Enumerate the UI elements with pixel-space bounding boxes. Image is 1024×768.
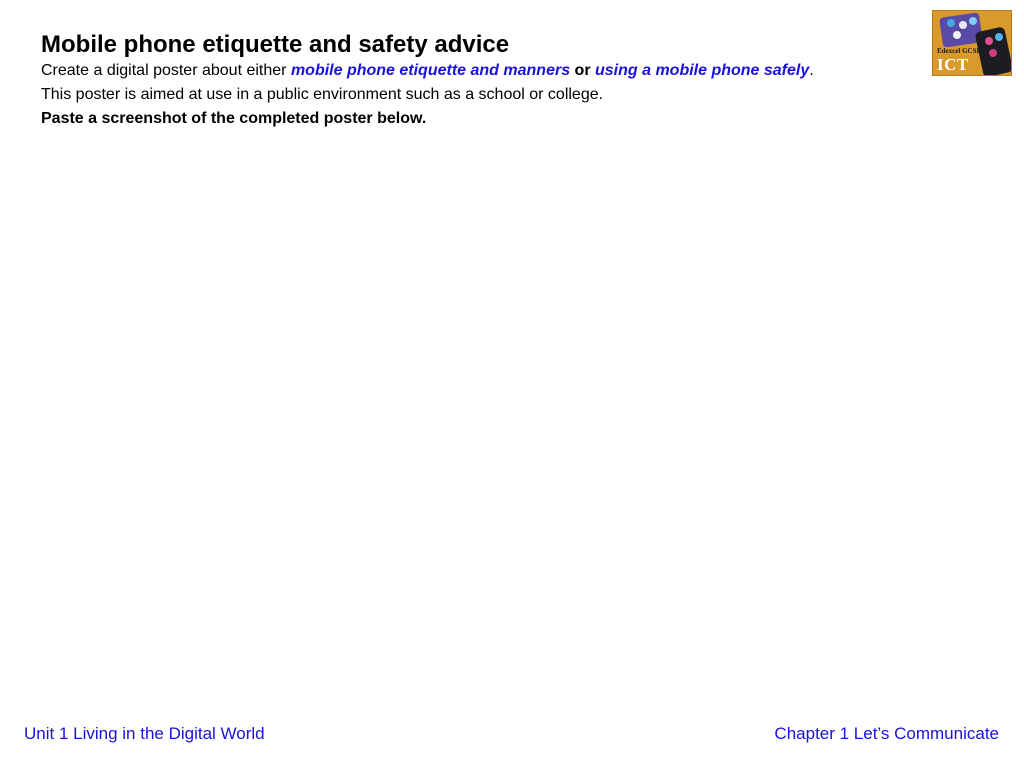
footer-unit: Unit 1 Living in the Digital World xyxy=(24,724,265,743)
edexcel-ict-logo xyxy=(932,10,1012,76)
instruction-line xyxy=(41,59,921,83)
logo-app-dot xyxy=(959,21,967,29)
slide-content xyxy=(41,30,921,131)
logo-app-dot xyxy=(989,49,997,57)
logo-app-dot xyxy=(969,17,977,25)
paste-instruction: Paste a screenshot of the completed poster below. xyxy=(41,110,427,127)
option-safety: using a mobile phone safely xyxy=(594,62,810,79)
logo-app-dot xyxy=(953,31,961,39)
logo-small-text: Edexcel GCSE xyxy=(937,47,982,55)
instruction-suffix: . xyxy=(809,62,814,79)
logo-app-dot xyxy=(985,37,993,45)
logo-app-dot xyxy=(995,33,1003,41)
option-connector: or xyxy=(570,62,595,79)
logo-big-text: ICT xyxy=(937,55,969,74)
option-etiquette: mobile phone etiquette and manners xyxy=(290,62,571,79)
audience-line: This poster is aimed at use in a public environment such as a school or college. xyxy=(41,86,604,103)
footer-chapter: Chapter 1 Let’s Communicate xyxy=(774,724,999,743)
instruction-prefix: Create a digital poster about either xyxy=(41,62,291,79)
logo-app-dot xyxy=(947,19,955,27)
slide-title: Mobile phone etiquette and safety advice xyxy=(41,31,510,58)
